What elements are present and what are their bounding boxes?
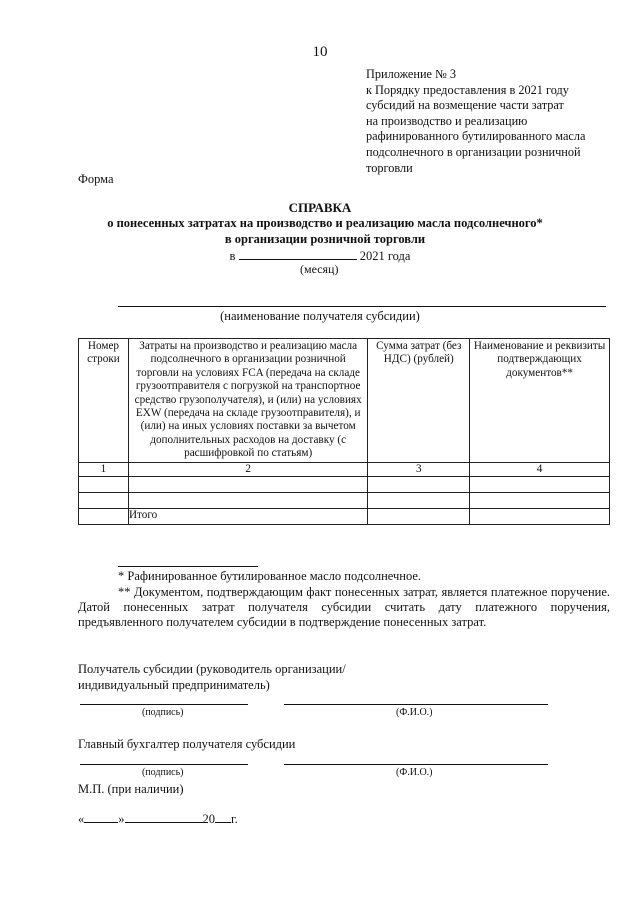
- table-cell[interactable]: [368, 477, 470, 493]
- form-label: Форма: [78, 172, 114, 186]
- recipient-signature-line[interactable]: [80, 704, 248, 705]
- accountant-signature-line[interactable]: [80, 764, 248, 765]
- subtitle-line: в организации розничной торговли: [224, 231, 426, 246]
- column-number: 1: [79, 462, 129, 476]
- appendix-line: субсидий на возмещение части затрат: [366, 98, 564, 113]
- period-suffix: 2021 года: [359, 249, 411, 263]
- table-cell[interactable]: [79, 493, 129, 509]
- month-blank[interactable]: [239, 247, 357, 260]
- total-amount-cell[interactable]: [368, 509, 470, 525]
- table-header-row: [79, 339, 610, 463]
- signature-caption: (подпись): [142, 707, 184, 718]
- name-caption: (Ф.И.О.): [396, 707, 433, 718]
- footnote-separator: [118, 566, 258, 567]
- table-row: [79, 493, 610, 509]
- accountant-signature-label: Главный бухгалтер получателя субсидии: [78, 737, 296, 751]
- year-prefix: 20: [202, 812, 215, 826]
- appendix-line: Приложение № 3: [366, 67, 457, 81]
- footnote-1: * Рафинированное бутилированное масло подсолнечное.: [118, 569, 422, 583]
- appendix-line: на производство и реализацию: [366, 113, 528, 128]
- appendix-line: торговли: [366, 160, 413, 175]
- footnote-2: ** Документом, подтверждающим факт понесенных затрат, является платежное поручение. Датой понесенных затрат получателя субсидии считать дату платежного поручения, предъявленного получателем субсидии в подтверждение понесенных затрат.: [78, 585, 610, 630]
- name-caption: (Ф.И.О.): [396, 767, 433, 778]
- header-amount: Сумма затрат (без НДС) (рублей): [368, 339, 470, 463]
- period-prefix: в: [229, 249, 236, 263]
- document-title: СПРАВКА: [288, 200, 352, 215]
- column-number: 2: [128, 462, 367, 476]
- table-cell[interactable]: [79, 477, 129, 493]
- year-blank[interactable]: [215, 811, 231, 823]
- month-blank[interactable]: [125, 811, 203, 823]
- appendix-block: [366, 67, 616, 176]
- date-open-quote: «: [78, 812, 85, 826]
- total-row: [79, 509, 610, 525]
- appendix-line: подсолнечного в организации розничной: [366, 144, 581, 159]
- appendix-line: рафинированного бутилированного масла: [366, 129, 586, 144]
- table-row: [79, 477, 610, 493]
- total-label: Итого: [128, 509, 367, 525]
- column-number: 4: [470, 462, 610, 476]
- date-line: [78, 811, 238, 827]
- column-number-row: [79, 462, 610, 476]
- header-costs: Затраты на производство и реализацию масла подсолнечного в организации розничной торговли на условиях FCA (передача на складе грузоотправителя с погрузкой на транспортное средство грузополучателя), и (или) на условиях EXW (передача на складе грузоотправителя), и (или) на иных условиях поставки за вычетом дополнительных расходов на доставку (с расшифровкой по статьям): [128, 339, 367, 463]
- header-row-number: Номер строки: [79, 339, 129, 463]
- recipient-caption: (наименование получателя субсидии): [220, 309, 420, 323]
- header-documents: Наименование и реквизиты подтверждающих документов**: [470, 339, 610, 463]
- subtitle-line: о понесенных затратах на производство и реализацию масла подсолнечного*: [107, 216, 543, 230]
- table-cell[interactable]: [470, 477, 610, 493]
- table-cell[interactable]: [470, 493, 610, 509]
- table-cell[interactable]: [128, 477, 367, 493]
- page-number: 10: [312, 44, 328, 60]
- day-blank[interactable]: [84, 811, 118, 823]
- appendix-line: к Порядку предоставления в 2021 году: [366, 82, 569, 97]
- table-cell[interactable]: [128, 493, 367, 509]
- signature-caption: (подпись): [142, 767, 184, 778]
- accountant-name-line[interactable]: [284, 764, 548, 765]
- recipient-signature-label: Получатель субсидии (руководитель организации/ индивидуальный предприниматель): [78, 662, 346, 692]
- costs-table: [78, 338, 610, 525]
- document-subtitle: [90, 216, 560, 247]
- table-cell: [79, 509, 129, 525]
- recipient-name-line[interactable]: [284, 704, 548, 705]
- recipient-name-line[interactable]: [118, 306, 606, 307]
- date-close-quote: »: [118, 812, 125, 826]
- table-cell: [470, 509, 610, 525]
- stamp-label: М.П. (при наличии): [78, 782, 184, 796]
- year-suffix: г.: [231, 812, 238, 826]
- month-caption: (месяц): [300, 262, 339, 276]
- column-number: 3: [368, 462, 470, 476]
- table-cell[interactable]: [368, 493, 470, 509]
